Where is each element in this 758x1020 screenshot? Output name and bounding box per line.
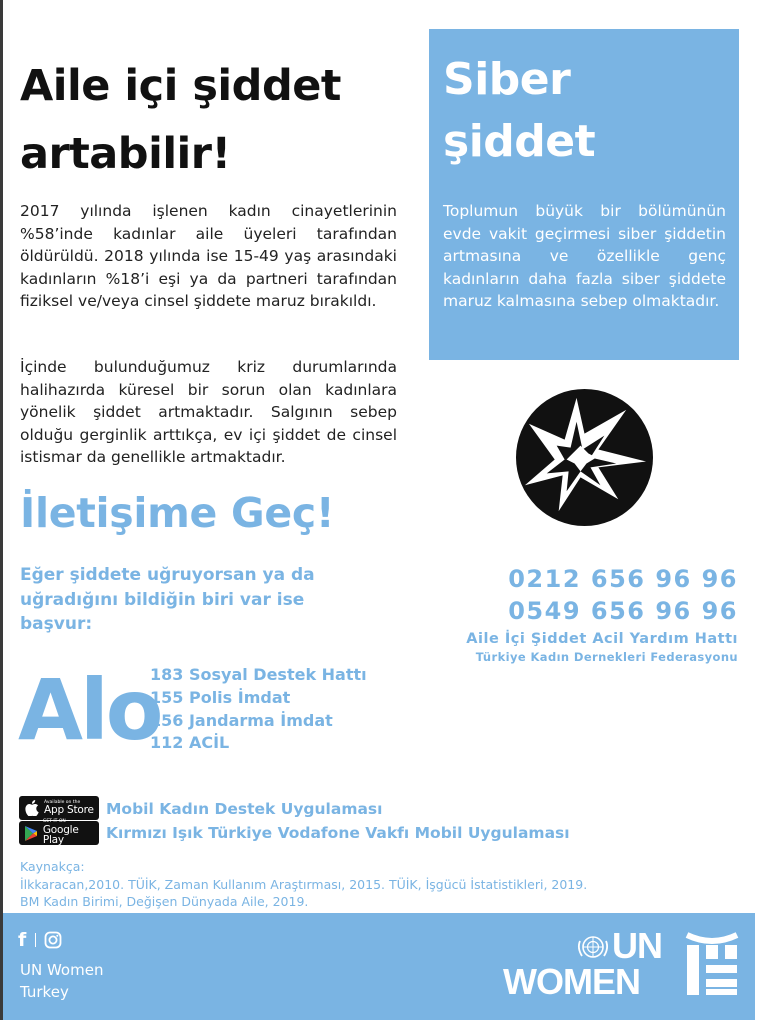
logo-women-text: WOMEN [503, 961, 640, 1002]
paragraph-statistics: 2017 yılında işlenen kadın cinayetlerinin %58’inde kadınlar aile üyeleri tarafından öldürüldü. 2018 yılında ise 15-49 yaş arasındaki kadınların %18’i eşi ya da partneri tarafından fiziksel ve/veya cinsel şiddete maruz bırakıldı. [20, 202, 397, 311]
facebook-icon[interactable]: f [18, 929, 27, 951]
references [20, 858, 587, 911]
emergency-number-gendarmerie[interactable]: 156 Jandarma İmdat [150, 710, 333, 730]
organization-name-line-2: Turkey [20, 983, 69, 1001]
page-left-edge [0, 0, 3, 1020]
app-link-vodafone[interactable]: Kırmızı Işık Türkiye Vodafone Vakfı Mobil Uygulaması [106, 824, 570, 842]
apple-icon [23, 799, 41, 817]
paragraph-crisis: İçinde bulunduğumuz kriz durumlarında halihazırda küresel bir sorun olan kadınlara yönelik şiddet artmaktadır. Salgının sebep olduğu gerginlik arttıkça, ev içi şiddet de cinsel istismar da genellikle artmaktadır. [20, 358, 397, 467]
google-play-badge-small: GET IT ON [42, 819, 66, 825]
headline [20, 52, 420, 188]
emergency-number-police[interactable]: 155 Polis İmdat [150, 687, 291, 707]
organization-name [20, 959, 103, 1003]
references-line-2: BM Kadın Birimi, Değişen Dünyada Aile, 2019. [20, 894, 309, 910]
emergency-numbers-list [150, 664, 367, 755]
emergency-number-ambulance[interactable]: 112 ACİL [150, 733, 230, 753]
organization-name-line-1: UN Women [20, 961, 104, 979]
references-line-1: İlkkaracan,2010. TÜİK, Zaman Kullanım Araştırması, 2015. TÜİK, İşgücü İstatistikleri, 2019. [20, 876, 588, 892]
headline-line-1: Aile içi şiddet [20, 61, 341, 111]
alo-word: Alo [18, 661, 161, 759]
app-store-badge[interactable] [19, 796, 99, 820]
social-links [18, 930, 62, 950]
un-emblem-icon [575, 931, 611, 963]
hotline-phone-2[interactable]: 0549 656 96 96 [508, 597, 738, 625]
cyber-violence-box [429, 29, 739, 360]
instagram-icon[interactable] [44, 931, 62, 949]
app-store-badge-small: Available on the [44, 799, 81, 805]
social-divider [35, 933, 36, 947]
hotline-block [466, 563, 738, 665]
contact-title: İletişime Geç! [20, 489, 335, 537]
cyber-title-line-1: Siber [443, 54, 571, 105]
cyber-title-line-2: şiddet [443, 116, 596, 167]
hotline-name: Aile İçi Şiddet Acil Yardım Hattı [466, 631, 738, 647]
hotline-phone-1[interactable]: 0212 656 96 96 [508, 565, 738, 593]
app-link-support[interactable]: Mobil Kadın Destek Uygulaması [106, 800, 383, 818]
cyber-title [443, 49, 595, 173]
contact-subtitle: Eğer şiddete uğruyorsan ya da uğradığını bildiğin biri var ise başvur: [20, 565, 315, 634]
references-heading: Kaynakça: [20, 859, 85, 874]
footer-bar [3, 913, 755, 1020]
headline-line-2: artabilir! [20, 129, 231, 179]
google-play-icon [23, 824, 40, 842]
logo-un-text: UN [612, 925, 662, 966]
app-store-badge-label: App Store [44, 804, 94, 816]
emergency-number-social[interactable]: 183 Sosyal Destek Hattı [150, 665, 367, 684]
cyber-text: Toplumun büyük bir bölümünün evde vakit geçirmesi siber şiddetin artmasına ve özellikle genç kadınların daha fazla siber şiddete maruz kalmasına sebep olmaktadır. [443, 202, 726, 311]
google-play-badge[interactable] [19, 821, 99, 845]
google-play-badge-label: Google Play [42, 823, 79, 847]
shattered-star-emblem-icon [515, 388, 654, 527]
hotline-organization: Türkiye Kadın Dernekleri Federasyonu [475, 650, 738, 664]
women-symbol-icon [683, 931, 741, 999]
un-women-logo [503, 925, 743, 1007]
